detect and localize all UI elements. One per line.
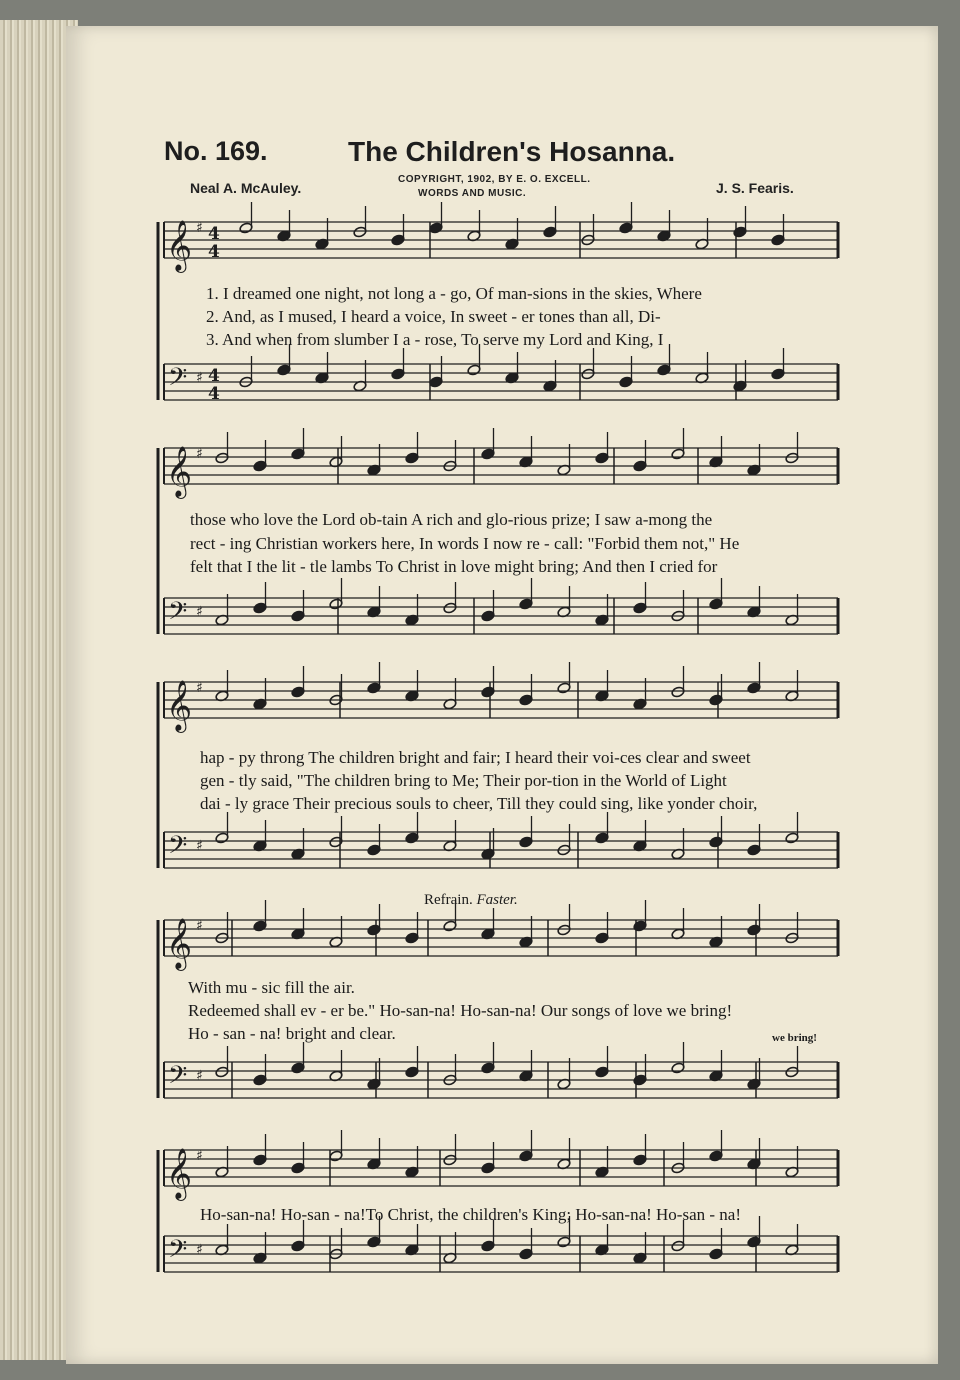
composer-credit: J. S. Fearis. [716,180,794,196]
sharp-sign: ♯ [196,446,203,462]
lyric-line: 1. I dreamed one night, not long a - go, Of man-sions in the skies, Where [206,284,702,303]
refrain-label: Refrain. [424,892,473,908]
sharp-sign: ♯ [196,838,203,854]
time-signature-bottom: 4 [208,384,220,404]
lyric-line: dai - ly grace Their precious souls to cheer, Till they could sing, like yonder choir, [200,794,758,813]
treble-clef: 𝄞 [166,446,193,497]
sharp-sign: ♯ [196,370,203,386]
time-signature-bottom: 4 [208,242,220,262]
copyright-scope: WORDS AND MUSIC. [418,188,527,199]
lyric-line: those who love the Lord ob-tain A rich and glo-rious prize; I saw a-mong the [190,510,713,529]
sharp-sign: ♯ [196,604,203,620]
treble-clef: 𝄞 [166,680,193,731]
sharp-sign: ♯ [196,1148,203,1164]
bass-clef: 𝄢 [168,363,188,398]
lyric-line: Ho-san-na! Ho-san - na!To Christ, the children's King; Ho-san-na! Ho-san - na! [200,1205,741,1224]
lyric-line: felt that I the lit - tle lambs To Christ in love might bring; And then I cried for [190,557,718,576]
sharp-sign: ♯ [196,220,203,236]
sharp-sign: ♯ [196,918,203,934]
time-signature-top: 4 [208,224,220,244]
lyric-line: rect - ing Christian workers here, In words I now re - call: "Forbid them not," He [190,534,740,553]
lyric-line: Redeemed shall ev - er be." Ho-san-na! Ho-san-na! Our songs of love we bring! [188,1001,733,1020]
hymn-number: No. 169. [164,136,268,166]
treble-clef: 𝄞 [166,1148,193,1199]
time-signature-top: 4 [208,366,220,386]
lyric-line: gen - tly said, "The children bring to Me; Their por-tion in the World of Light [200,771,727,790]
bass-clef: 𝄢 [168,831,188,866]
refrain-marking [424,892,518,909]
treble-clef: 𝄞 [166,918,193,969]
treble-clef: 𝄞 [166,220,193,271]
bass-clef: 𝄢 [168,1235,188,1270]
sharp-sign: ♯ [196,1068,203,1084]
hymn-title: The Children's Hosanna. [348,136,676,167]
copyright-line: COPYRIGHT, 1902, BY E. O. EXCELL. [398,174,591,185]
lyric-line: 2. And, as I mused, I heard a voice, In sweet - er tones than all, Di- [206,307,661,326]
lyric-line: With mu - sic fill the air. [188,978,355,997]
bass-clef: 𝄢 [168,1061,188,1096]
lyric-line: Ho - san - na! bright and clear. [188,1024,396,1043]
sharp-sign: ♯ [196,680,203,696]
lyric-line: 3. And when from slumber I a - rose, To serve my Lord and King, I [206,330,664,349]
lyric-line: hap - py throng The children bright and fair; I heard their voi-ces clear and sweet [200,748,751,767]
tempo-marking: Faster. [476,892,518,908]
bass-clef: 𝄢 [168,597,188,632]
alto-lyric-note: we bring! [772,1032,817,1044]
sharp-sign: ♯ [196,1242,203,1258]
lyricist-credit: Neal A. McAuley. [190,180,302,196]
